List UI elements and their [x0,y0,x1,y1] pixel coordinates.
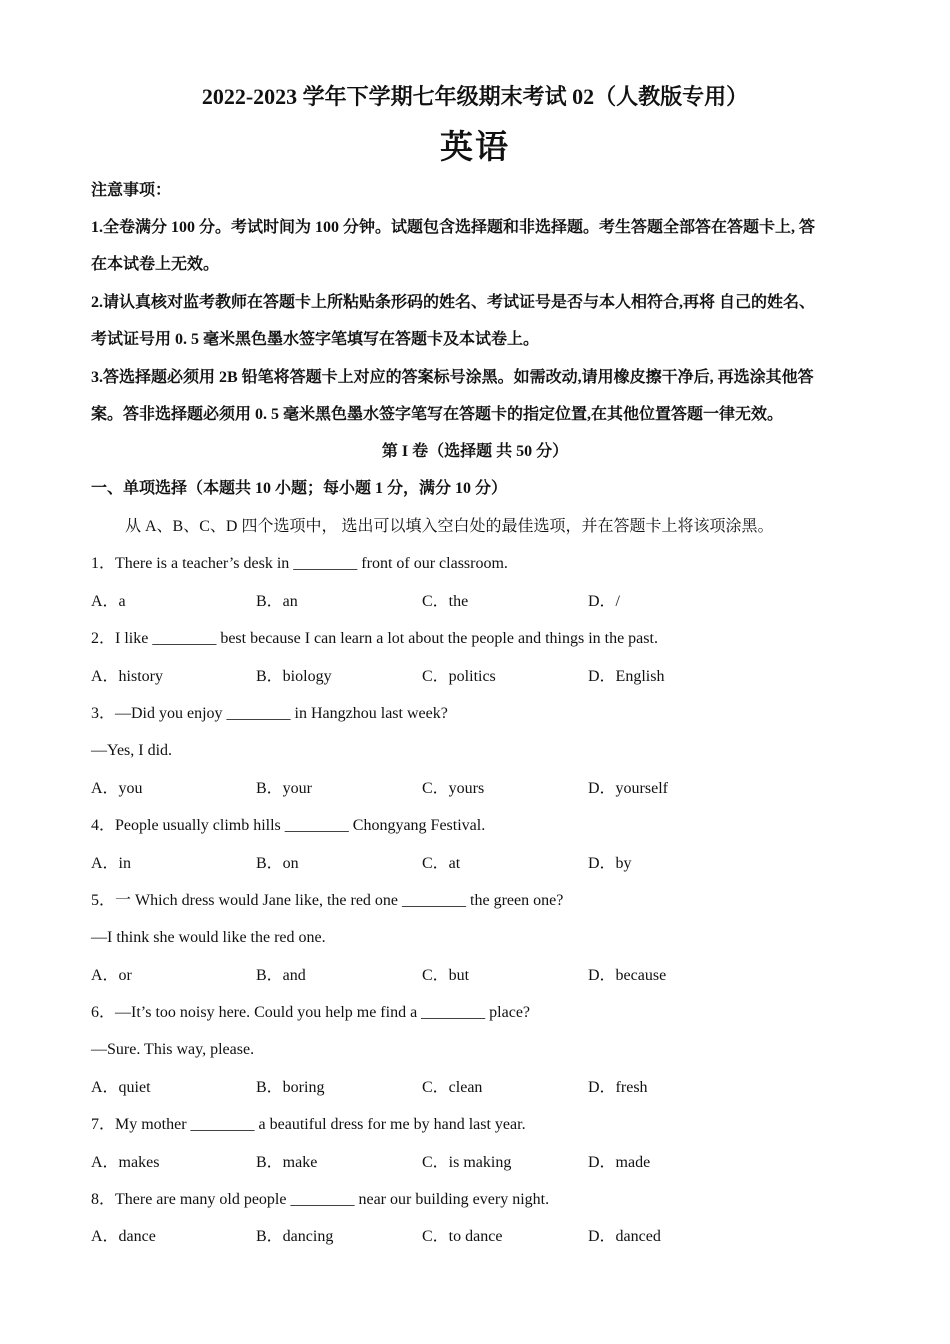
question-response: —I think she would like the red one. [91,929,326,946]
option-c: C．politics [422,668,496,685]
question-stem: 7．My mother ________ a beautiful dress for me by hand last year. [91,1116,526,1133]
option-b: B．biology [256,668,332,685]
question-stem: 4．People usually climb hills ________ Chongyang Festival. [91,817,486,834]
option-b: B．on [256,855,299,872]
option-c: C．is making [422,1154,512,1171]
option-d: D．fresh [588,1079,648,1096]
option-b: B．your [256,780,313,797]
subject-title: 英语 [440,130,510,166]
option-d: D．by [588,855,632,872]
option-b: B．an [256,593,298,610]
option-d: D．yourself [588,780,668,797]
option-c: C．to dance [422,1228,503,1245]
section-heading: 一、单项选择（本题共 10 小题；每小题 1 分，满分 10 分） [91,480,508,497]
option-d: D．because [588,967,667,984]
option-a: A．or [91,967,132,984]
question-response: —Yes, I did. [91,742,173,759]
option-d: D．/ [588,593,621,610]
question-stem: 5．一 Which dress would Jane like, the red one ________ the green one? [91,892,564,909]
option-c: C．but [422,967,470,984]
option-c: C．clean [422,1079,483,1096]
question-stem: 2．I like ________ best because I can learn a lot about the people and things in the past. [91,630,658,647]
option-c: C．the [422,593,469,610]
note-line: 2.请认真核对监考教师在答题卡上所粘贴条形码的姓名、考试证号是否与本人相符合,再将 自己的姓名、 [91,294,816,311]
note-line: 考试证号用 0. 5 毫米黑色墨水签字笔填写在答题卡及本试卷上。 [91,331,540,348]
option-a: A．makes [91,1154,160,1171]
part-heading: 第 I 卷（选择题 共 50 分） [381,443,569,460]
question-stem: 1．There is a teacher’s desk in ________ front of our classroom. [91,555,508,572]
option-b: B．dancing [256,1228,334,1245]
option-d: D．made [588,1154,651,1171]
question-stem: 6．—It’s too noisy here. Could you help me find a ________ place? [91,1004,531,1021]
note-line: 在本试卷上无效。 [91,256,220,273]
question-stem: 8．There are many old people ________ near our building every night. [91,1191,550,1208]
option-a: A．history [91,668,164,685]
option-a: A．a [91,593,126,610]
option-c: C．at [422,855,461,872]
note-line: 3.答选择题必须用 2B 铅笔将答题卡上对应的答案标号涂黑。如需改动,请用橡皮擦干净后, 再选涂其他答 [91,369,814,386]
note-line: 案。答非选择题必须用 0. 5 毫米黑色墨水签字笔写在答题卡的指定位置,在其他位置答题一律无效。 [91,406,784,423]
question-stem: 3．—Did you enjoy ________ in Hangzhou last week? [91,705,448,722]
exam-title: 2022-2023 学年下学期七年级期末考试 02（人教版专用） [201,84,749,109]
notes-heading: 注意事项： [91,182,172,199]
section-instruction: 从 A、B、C、D 四个选项中， 选出可以填入空白处的最佳选项，并在答题卡上将该项涂黑。 [125,518,774,535]
question-response: —Sure. This way, please. [91,1041,255,1058]
note-line: 1.全卷满分 100 分。考试时间为 100 分钟。试题包含选择题和非选择题。考生答题全部答在答题卡上, 答 [91,219,816,236]
option-c: C．yours [422,780,485,797]
option-a: A．dance [91,1228,156,1245]
option-a: A．in [91,855,132,872]
option-a: A．you [91,780,143,797]
option-d: D．danced [588,1228,661,1245]
option-b: B．and [256,967,306,984]
option-b: B．boring [256,1079,325,1096]
option-a: A．quiet [91,1079,151,1096]
option-b: B．make [256,1154,318,1171]
option-d: D．English [588,668,665,685]
